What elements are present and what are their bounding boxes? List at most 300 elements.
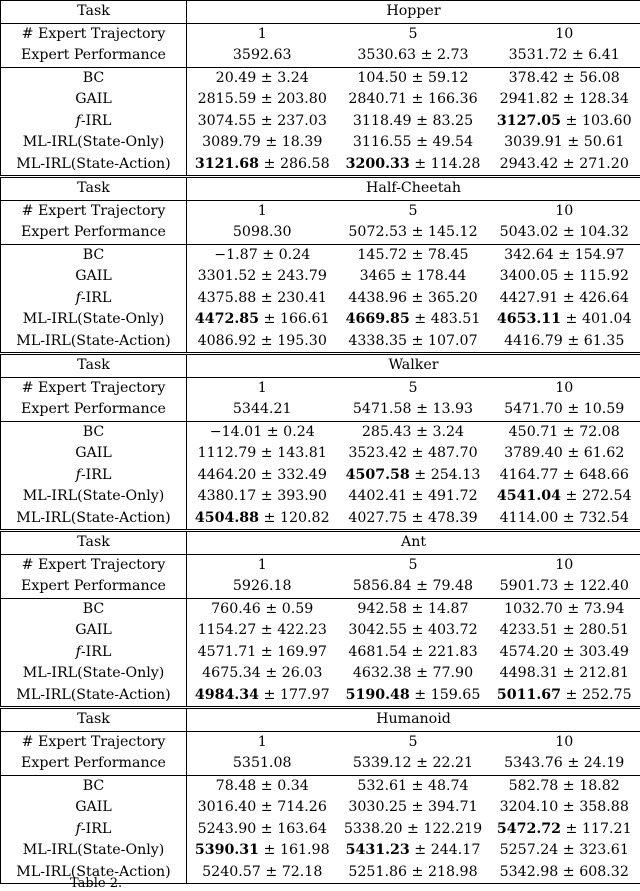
plus-minus-symbol: ± [407, 601, 428, 617]
method-row-f-irl [1, 465, 640, 487]
score-cell [187, 465, 338, 487]
score-mean: 5243.90 [198, 821, 257, 837]
trajectory-count: 5 [338, 554, 489, 576]
score-std: 61.35 [584, 333, 625, 349]
score-cell [338, 465, 489, 487]
trajectory-count: 5 [338, 731, 489, 753]
score-mean: 4541.04 [497, 488, 561, 504]
score-std: 244.17 [431, 842, 481, 858]
score-cell [187, 331, 338, 354]
task-header-row [1, 1, 640, 24]
plus-minus-symbol: ± [558, 864, 579, 880]
score-cell [338, 663, 489, 685]
expert-performance-row [1, 222, 640, 244]
plus-minus-symbol: ± [412, 134, 433, 150]
score-mean: 4416.79 [504, 333, 563, 349]
score-cell [489, 508, 640, 531]
score-cell [187, 111, 338, 133]
method-row-bc [1, 421, 640, 443]
score-cell [187, 819, 338, 841]
method-row-bc [1, 598, 640, 620]
score-mean: 5240.57 [202, 864, 261, 880]
plus-minus-symbol: ± [256, 113, 277, 129]
method-row-f-irl [1, 288, 640, 310]
method-name: ML-IRL(State-Only) [1, 840, 187, 862]
score-cell [187, 840, 338, 862]
score-mean: 4681.54 [348, 644, 407, 660]
expert-trajectory-label: # Expert Trajectory [1, 731, 187, 753]
score-mean: 342.64 [504, 247, 554, 263]
score-cell [338, 598, 489, 620]
plus-minus-symbol: ± [259, 687, 280, 703]
score-mean: 2840.71 [348, 91, 407, 107]
plus-minus-symbol: ± [259, 156, 280, 172]
score-mean: 4233.51 [500, 622, 559, 638]
score-mean: 3039.91 [504, 134, 563, 150]
plus-minus-symbol: ± [256, 91, 277, 107]
plus-minus-symbol: ± [410, 311, 431, 327]
plus-minus-symbol: ± [407, 290, 428, 306]
score-std: 0.24 [279, 247, 311, 263]
score-mean: 78.48 [216, 778, 257, 794]
score-std: 72.18 [282, 864, 323, 880]
score-std: 3.24 [277, 70, 309, 86]
plus-minus-symbol: ± [407, 445, 428, 461]
expert-performance-row [1, 399, 640, 421]
table-caption: Table 2. [70, 876, 122, 891]
score-mean: 3200.33 [346, 156, 410, 172]
score-cell [489, 154, 640, 177]
score-cell [489, 819, 640, 841]
method-name: ML-IRL(State-Action) [1, 685, 187, 708]
score-mean: 145.72 [357, 247, 407, 263]
score-mean: 5431.23 [346, 842, 410, 858]
score-std: 166.61 [280, 311, 330, 327]
method-name: ML-IRL(State-Action) [1, 862, 187, 884]
score-std: 280.51 [579, 622, 629, 638]
score-std: 491.72 [428, 488, 478, 504]
score-mean: 5011.67 [497, 687, 561, 703]
method-name: ML-IRL(State-Action) [1, 508, 187, 531]
score-cell [187, 642, 338, 664]
score-cell [187, 663, 338, 685]
score-cell [489, 642, 640, 664]
score-cell [338, 67, 489, 89]
plus-minus-symbol: ± [558, 70, 579, 86]
plus-minus-symbol: ± [558, 799, 579, 815]
score-std: 117.21 [582, 821, 632, 837]
score-mean: 3089.79 [202, 134, 261, 150]
score-mean: 104.50 [357, 70, 407, 86]
plus-minus-symbol: ± [558, 510, 579, 526]
expert-performance-value: 5926.18 [187, 576, 338, 598]
plus-minus-symbol: ± [561, 311, 582, 327]
score-mean: 5342.98 [500, 864, 559, 880]
score-cell [187, 288, 338, 310]
score-mean: 4464.20 [198, 467, 257, 483]
score-std: 478.39 [428, 510, 478, 526]
score-cell [489, 309, 640, 331]
plus-minus-symbol: ± [558, 156, 579, 172]
score-cell [338, 443, 489, 465]
score-cell [187, 508, 338, 531]
expert-performance-value: 5339.12 ± 22.21 [338, 753, 489, 775]
score-cell [338, 775, 489, 797]
trajectory-count: 10 [489, 200, 640, 222]
expert-trajectory-row [1, 23, 640, 45]
task-header-row [1, 177, 640, 201]
score-std: 286.58 [280, 156, 330, 172]
score-cell [187, 67, 338, 89]
expert-trajectory-label: # Expert Trajectory [1, 377, 187, 399]
plus-minus-symbol: ± [407, 864, 428, 880]
score-mean: 3118.49 [353, 113, 412, 129]
score-cell [489, 620, 640, 642]
method-name: ML-IRL(State-Action) [1, 331, 187, 354]
score-mean: 4027.75 [348, 510, 407, 526]
expert-performance-row [1, 753, 640, 775]
expert-performance-value: 5344.21 [187, 399, 338, 421]
plus-minus-symbol: ± [256, 467, 277, 483]
score-cell [187, 421, 338, 443]
trajectory-count: 1 [187, 200, 338, 222]
score-mean: 3074.55 [198, 113, 257, 129]
score-std: 195.30 [277, 333, 327, 349]
score-mean: 3789.40 [504, 445, 563, 461]
plus-minus-symbol: ± [561, 113, 582, 129]
score-mean: 450.71 [509, 424, 559, 440]
score-std: 0.59 [282, 601, 314, 617]
score-mean: 4574.20 [500, 644, 559, 660]
score-mean: 1032.70 [504, 601, 563, 617]
score-cell [489, 663, 640, 685]
expert-performance-label: Expert Performance [1, 576, 187, 598]
score-std: 401.04 [582, 311, 632, 327]
expert-performance-label: Expert Performance [1, 399, 187, 421]
env-name-humanoid: Humanoid [187, 708, 640, 732]
score-std: 714.26 [277, 799, 327, 815]
expert-performance-label: Expert Performance [1, 753, 187, 775]
method-row-ml-irl-state-only [1, 663, 640, 685]
trajectory-count: 10 [489, 23, 640, 45]
score-std: 159.65 [431, 687, 481, 703]
plus-minus-symbol: ± [259, 842, 280, 858]
score-std: 73.94 [584, 601, 625, 617]
expert-performance-value: 5072.53 ± 145.12 [338, 222, 489, 244]
method-name: ML-IRL(State-Only) [1, 663, 187, 685]
score-mean: 4086.92 [198, 333, 257, 349]
score-cell [338, 331, 489, 354]
score-std: 56.08 [579, 70, 620, 86]
score-mean: 3030.25 [348, 799, 407, 815]
expert-performance-value: 5471.58 ± 13.93 [338, 399, 489, 421]
score-mean: 4438.96 [348, 290, 407, 306]
score-cell [187, 244, 338, 266]
method-row-ml-irl-state-only [1, 132, 640, 154]
plus-minus-symbol: ± [563, 445, 584, 461]
score-std: 254.13 [431, 467, 481, 483]
method-name: ML-IRL(State-Only) [1, 132, 187, 154]
trajectory-count: 5 [338, 23, 489, 45]
score-cell [338, 620, 489, 642]
score-cell [489, 266, 640, 288]
score-std: 154.97 [575, 247, 625, 263]
score-std: 77.90 [432, 665, 473, 681]
plus-minus-symbol: ± [396, 268, 417, 284]
score-std: 166.36 [428, 91, 478, 107]
score-cell [489, 288, 640, 310]
score-mean: 582.78 [509, 778, 559, 794]
score-std: 212.81 [579, 665, 629, 681]
trajectory-count: 1 [187, 554, 338, 576]
plus-minus-symbol: ± [558, 268, 579, 284]
env-name-half-cheetah: Half-Cheetah [187, 177, 640, 201]
plus-minus-symbol: ± [407, 70, 428, 86]
score-cell [338, 508, 489, 531]
score-cell [187, 132, 338, 154]
expert-performance-value: 3592.63 [187, 45, 338, 67]
method-name: GAIL [1, 266, 187, 288]
score-cell [338, 486, 489, 508]
score-std: 243.79 [277, 268, 327, 284]
score-std: 122.219 [423, 821, 482, 837]
plus-minus-symbol: ± [403, 821, 424, 837]
method-row-gail [1, 620, 640, 642]
plus-minus-symbol: ± [259, 311, 280, 327]
trajectory-count: 1 [187, 23, 338, 45]
task-label: Task [1, 708, 187, 732]
score-cell [187, 862, 338, 884]
score-std: 177.97 [280, 687, 330, 703]
score-mean: 3042.55 [348, 622, 407, 638]
score-cell [489, 443, 640, 465]
score-cell [187, 309, 338, 331]
score-mean: 378.42 [509, 70, 559, 86]
score-mean: 3204.10 [500, 799, 559, 815]
score-std: 608.32 [579, 864, 629, 880]
score-std: 0.24 [283, 424, 315, 440]
task-header-row [1, 531, 640, 555]
plus-minus-symbol: ± [410, 842, 431, 858]
method-row-ml-irl-state-only [1, 486, 640, 508]
score-mean: 4504.88 [195, 510, 259, 526]
plus-minus-symbol: ± [412, 665, 433, 681]
score-cell [338, 309, 489, 331]
method-name: f-IRL [1, 111, 187, 133]
plus-minus-symbol: ± [261, 601, 282, 617]
task-header-row [1, 354, 640, 378]
expert-trajectory-row [1, 731, 640, 753]
method-row-ml-irl-state-only [1, 840, 640, 862]
score-std: 49.54 [432, 134, 473, 150]
score-std: 332.49 [277, 467, 327, 483]
plus-minus-symbol: ± [410, 687, 431, 703]
score-mean: 532.61 [357, 778, 407, 794]
expert-performance-value: 5471.70 ± 10.59 [489, 399, 640, 421]
plus-minus-symbol: ± [558, 778, 579, 794]
method-name: f-IRL [1, 288, 187, 310]
score-std: 3.24 [432, 424, 464, 440]
task-label: Task [1, 531, 187, 555]
plus-minus-symbol: ± [256, 333, 277, 349]
method-name: f-IRL [1, 819, 187, 841]
score-std: 61.62 [584, 445, 625, 461]
score-mean: 3116.55 [353, 134, 412, 150]
score-mean: 2941.82 [500, 91, 559, 107]
plus-minus-symbol: ± [412, 424, 433, 440]
score-cell [338, 89, 489, 111]
score-mean: 3523.42 [348, 445, 407, 461]
score-mean: 4375.88 [198, 290, 257, 306]
plus-minus-symbol: ± [256, 821, 277, 837]
plus-minus-symbol: ± [558, 644, 579, 660]
score-cell [489, 132, 640, 154]
score-cell [187, 89, 338, 111]
score-cell [187, 443, 338, 465]
plus-minus-symbol: ± [563, 134, 584, 150]
score-mean: 5251.86 [348, 864, 407, 880]
score-std: 237.03 [277, 113, 327, 129]
trajectory-count: 10 [489, 731, 640, 753]
plus-minus-symbol: ± [558, 424, 579, 440]
plus-minus-symbol: ± [407, 488, 428, 504]
expert-performance-value: 5098.30 [187, 222, 338, 244]
score-cell [187, 620, 338, 642]
env-name-walker: Walker [187, 354, 640, 378]
score-cell [489, 840, 640, 862]
method-name: GAIL [1, 443, 187, 465]
method-name: BC [1, 244, 187, 266]
score-cell [489, 465, 640, 487]
score-mean: 942.58 [357, 601, 407, 617]
score-std: 422.23 [277, 622, 327, 638]
trajectory-count: 10 [489, 377, 640, 399]
method-name: f-IRL [1, 642, 187, 664]
score-std: 14.87 [428, 601, 469, 617]
score-cell [489, 775, 640, 797]
method-name: BC [1, 67, 187, 89]
score-std: 107.07 [428, 333, 478, 349]
expert-trajectory-label: # Expert Trajectory [1, 554, 187, 576]
score-cell [489, 89, 640, 111]
score-mean: 5472.72 [497, 821, 561, 837]
score-std: 487.70 [428, 445, 478, 461]
env-name-hopper: Hopper [187, 1, 640, 24]
task-label: Task [1, 1, 187, 24]
trajectory-count: 1 [187, 731, 338, 753]
plus-minus-symbol: ± [407, 799, 428, 815]
method-name: ML-IRL(State-Only) [1, 486, 187, 508]
expert-performance-value: 5043.02 ± 104.32 [489, 222, 640, 244]
score-cell [187, 266, 338, 288]
score-std: 161.98 [280, 842, 330, 858]
plus-minus-symbol: ± [554, 247, 575, 263]
plus-minus-symbol: ± [256, 622, 277, 638]
score-cell [489, 685, 640, 708]
score-cell [338, 819, 489, 841]
method-name: BC [1, 598, 187, 620]
trajectory-count: 10 [489, 554, 640, 576]
plus-minus-symbol: ± [407, 91, 428, 107]
score-mean: 4571.71 [198, 644, 257, 660]
score-mean: 3465 [360, 268, 396, 284]
score-std: 50.61 [584, 134, 625, 150]
score-mean: 1154.27 [198, 622, 257, 638]
expert-trajectory-row [1, 377, 640, 399]
score-cell [489, 331, 640, 354]
score-std: 114.28 [431, 156, 481, 172]
score-std: 218.98 [428, 864, 478, 880]
plus-minus-symbol: ± [558, 290, 579, 306]
score-mean: 285.43 [362, 424, 412, 440]
score-mean: 4114.00 [500, 510, 559, 526]
score-std: 0.34 [277, 778, 309, 794]
score-std: 648.66 [579, 467, 629, 483]
method-name: ML-IRL(State-Only) [1, 309, 187, 331]
score-cell [489, 797, 640, 819]
score-mean: 5390.31 [195, 842, 259, 858]
score-std: 426.64 [579, 290, 629, 306]
plus-minus-symbol: ± [558, 91, 579, 107]
score-cell [187, 486, 338, 508]
score-cell [489, 244, 640, 266]
plus-minus-symbol: ± [256, 70, 277, 86]
expert-performance-value: 5351.08 [187, 753, 338, 775]
score-std: 252.75 [582, 687, 632, 703]
score-std: 483.51 [431, 311, 481, 327]
plus-minus-symbol: ± [258, 247, 279, 263]
score-std: 221.83 [428, 644, 478, 660]
plus-minus-symbol: ± [410, 467, 431, 483]
method-row-f-irl [1, 819, 640, 841]
score-mean: 4427.91 [500, 290, 559, 306]
score-std: 26.03 [282, 665, 323, 681]
score-mean: 4984.34 [195, 687, 259, 703]
plus-minus-symbol: ± [558, 467, 579, 483]
score-mean: 2815.59 [198, 91, 257, 107]
results-table-body [1, 1, 640, 884]
expert-performance-label: Expert Performance [1, 45, 187, 67]
score-std: 169.97 [277, 644, 327, 660]
plus-minus-symbol: ± [256, 488, 277, 504]
score-std: 393.90 [277, 488, 327, 504]
method-row-bc [1, 775, 640, 797]
score-mean: 3127.05 [497, 113, 561, 129]
score-std: 365.20 [428, 290, 478, 306]
plus-minus-symbol: ± [407, 333, 428, 349]
method-name: GAIL [1, 89, 187, 111]
score-std: 732.54 [579, 510, 629, 526]
method-row-bc [1, 244, 640, 266]
score-mean: −14.01 [210, 424, 263, 440]
trajectory-count: 1 [187, 377, 338, 399]
score-mean: 5338.20 [344, 821, 403, 837]
expert-performance-value: 3530.63 ± 2.73 [338, 45, 489, 67]
expert-performance-value: 3531.72 ± 6.41 [489, 45, 640, 67]
score-mean: 3400.05 [500, 268, 559, 284]
score-cell [187, 797, 338, 819]
score-mean: 4338.35 [348, 333, 407, 349]
score-std: 403.72 [428, 622, 478, 638]
score-cell [338, 421, 489, 443]
score-mean: 20.49 [216, 70, 257, 86]
plus-minus-symbol: ± [558, 665, 579, 681]
score-std: 271.20 [579, 156, 629, 172]
score-cell [489, 598, 640, 620]
plus-minus-symbol: ± [558, 622, 579, 638]
score-mean: −1.87 [214, 247, 257, 263]
score-std: 358.88 [579, 799, 629, 815]
